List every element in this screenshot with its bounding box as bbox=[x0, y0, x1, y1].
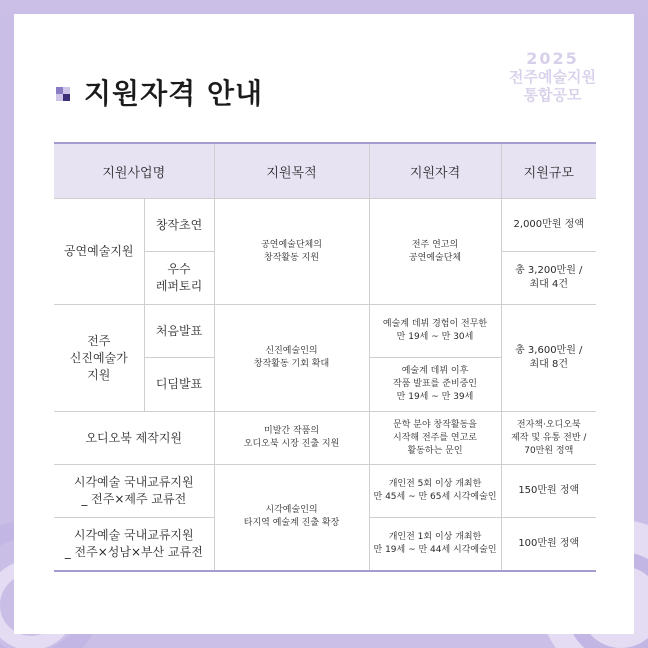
table-row bbox=[54, 199, 596, 252]
program-name: 시각예술 국내교류지원 _ 전주×성남×부산 교류전 bbox=[54, 518, 214, 571]
program-name: 전주 신진예술가 지원 bbox=[54, 305, 144, 412]
qualification-cell: 예술계 데뷔 이후 작품 발표를 준비중인 만 19세 ~ 만 39세 bbox=[369, 358, 501, 412]
scale-cell: 전자책·오디오북 제작 및 유통 전반 / 70만원 정액 bbox=[501, 412, 596, 465]
qualification-cell: 개인전 5회 이상 개최한 만 45세 ~ 만 65세 시각예술인 bbox=[369, 465, 501, 518]
brand-year: 2025 bbox=[526, 49, 579, 68]
scale-cell: 150만원 정액 bbox=[501, 465, 596, 518]
sub-program: 창작초연 bbox=[144, 199, 214, 252]
purpose-cell: 미발간 작품의 오디오북 시장 진출 지원 bbox=[214, 412, 369, 465]
table-row bbox=[54, 305, 596, 358]
brand-logo bbox=[509, 50, 596, 104]
table-header-row bbox=[54, 143, 596, 199]
top-band bbox=[0, 0, 648, 14]
header-scale: 지원규모 bbox=[501, 143, 596, 199]
scale-cell: 2,000만원 정액 bbox=[501, 199, 596, 252]
brand-line2: 통합공모 bbox=[523, 86, 582, 104]
purpose-cell: 신진예술인의 창작활동 기회 확대 bbox=[214, 305, 369, 412]
program-name: 오디오북 제작지원 bbox=[54, 412, 214, 465]
qualification-cell: 문학 분야 창작활동을 시작해 전주를 연고로 활동하는 문인 bbox=[369, 412, 501, 465]
table-row bbox=[54, 412, 596, 465]
sub-program: 우수 레퍼토리 bbox=[144, 252, 214, 305]
header-purpose: 지원목적 bbox=[214, 143, 369, 199]
qualification-cell: 개인전 1회 이상 개최한 만 19세 ~ 만 44세 시각예술인 bbox=[369, 518, 501, 571]
scale-cell: 총 3,200만원 / 최대 4건 bbox=[501, 252, 596, 305]
qualification-table bbox=[54, 142, 596, 572]
purpose-cell: 공연예술단체의 창작활동 지원 bbox=[214, 199, 369, 305]
page-title: 지원자격 안내 bbox=[84, 77, 264, 110]
scale-cell: 100만원 정액 bbox=[501, 518, 596, 571]
sub-program: 디딤발표 bbox=[144, 358, 214, 412]
page-header bbox=[56, 76, 263, 112]
header-program: 지원사업명 bbox=[54, 143, 214, 199]
sub-program: 처음발표 bbox=[144, 305, 214, 358]
scale-cell: 총 3,600만원 / 최대 8건 bbox=[501, 305, 596, 412]
program-name: 공연예술지원 bbox=[54, 199, 144, 305]
qualification-cell: 전주 연고의 공연예술단체 bbox=[369, 199, 501, 305]
header-qualification: 지원자격 bbox=[369, 143, 501, 199]
program-name: 시각예술 국내교류지원 _ 전주×제주 교류전 bbox=[54, 465, 214, 518]
table-row bbox=[54, 465, 596, 518]
title-bullet-icon bbox=[56, 87, 70, 101]
qualification-cell: 예술계 데뷔 경험이 전무한 만 19세 ~ 만 30세 bbox=[369, 305, 501, 358]
brand-line1: 전주예술지원 bbox=[509, 68, 596, 86]
purpose-cell: 시각예술인의 타지역 예술계 진출 확장 bbox=[214, 465, 369, 571]
